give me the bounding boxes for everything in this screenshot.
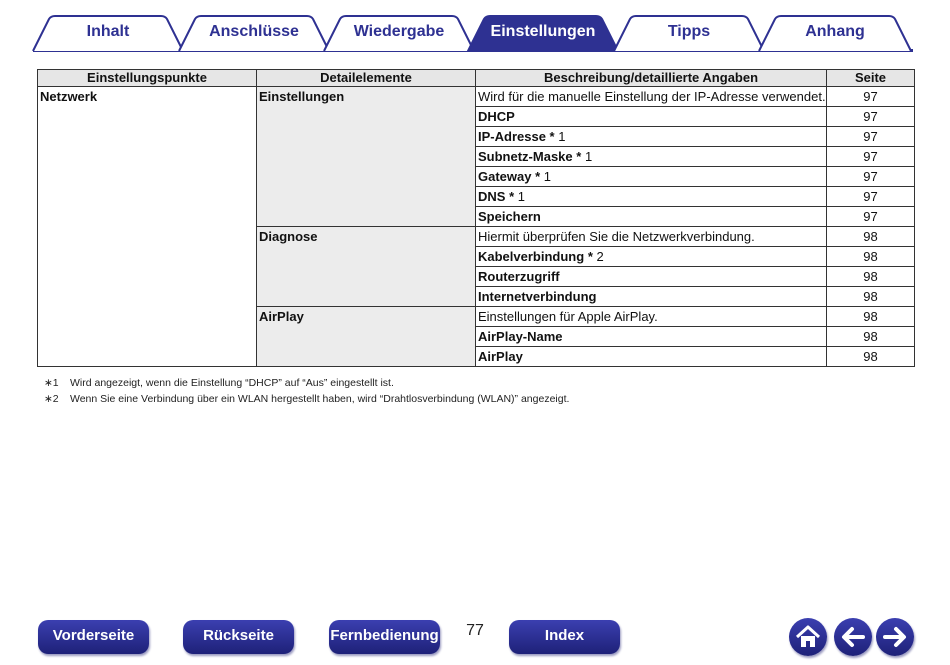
description-cell: Internetverbindung (476, 287, 827, 307)
footnote-2 (44, 391, 569, 407)
page-link[interactable]: 98 (827, 327, 915, 347)
arrow-right-icon (876, 618, 914, 656)
subgroup-cell: Einstellungen (257, 87, 476, 227)
page-link[interactable]: 98 (827, 347, 915, 367)
tab-label: Tipps (667, 23, 711, 40)
top-tab-bar (0, 0, 950, 56)
description-cell: AirPlay-Name (476, 327, 827, 347)
home-icon (789, 618, 827, 656)
description-cell: AirPlay (476, 347, 827, 367)
tab-einstellungen[interactable] (468, 16, 618, 51)
footnote-star: * (549, 129, 555, 144)
description-cell: Routerzugriff (476, 267, 827, 287)
settings-table (37, 69, 915, 367)
page-link[interactable]: 98 (827, 307, 915, 327)
footnote-mark: ∗1 (44, 377, 59, 389)
description-cell (476, 127, 827, 147)
page-link[interactable]: 97 (827, 87, 915, 107)
page-link[interactable]: 97 (827, 107, 915, 127)
footnote-star: * (535, 169, 541, 184)
index-button[interactable]: Index (509, 620, 620, 654)
page-link[interactable]: 98 (827, 267, 915, 287)
tab-label: Wiedergabe (353, 23, 445, 40)
column-header: Beschreibung/detaillierte Angaben (476, 70, 827, 87)
footnote-ref: 1 (558, 129, 566, 144)
description-cell (476, 247, 827, 267)
footnote-ref: 2 (596, 249, 604, 264)
description-cell: Hiermit überprüfen Sie die Netzwerkverbindung. (476, 227, 827, 247)
subgroup-cell: AirPlay (257, 307, 476, 367)
group-cell: Netzwerk (38, 87, 257, 367)
page-link[interactable]: 97 (827, 207, 915, 227)
table-row (38, 87, 915, 107)
item-label: Kabelverbindung (478, 249, 585, 264)
page-link[interactable]: 97 (827, 167, 915, 187)
tab-inhalt[interactable] (33, 16, 183, 51)
description-cell (476, 167, 827, 187)
home-button[interactable] (789, 618, 827, 656)
tab-anhang[interactable] (759, 16, 911, 51)
page-link[interactable]: 97 (827, 147, 915, 167)
remote-control-button[interactable]: Fernbedienung (329, 620, 440, 654)
footnote-star: * (509, 189, 515, 204)
page-link[interactable]: 98 (827, 247, 915, 267)
tab-label: Anschlüsse (209, 23, 299, 40)
subgroup-cell: Diagnose (257, 227, 476, 307)
page-number: 77 (466, 622, 484, 639)
item-label: IP-Adresse (478, 129, 546, 144)
footnotes (44, 375, 569, 407)
arrow-left-icon (834, 618, 872, 656)
description-cell: DHCP (476, 107, 827, 127)
item-label: DNS (478, 189, 506, 204)
page-link[interactable]: 98 (827, 287, 915, 307)
column-header: Einstellungspunkte (38, 70, 257, 87)
page-link[interactable]: 97 (827, 127, 915, 147)
footnote-ref: 1 (543, 169, 552, 184)
footnote-text: Wenn Sie eine Verbindung über ein WLAN hergestellt haben, wird “Drahtlosverbindung (WLAN)” angezeigt. (70, 393, 570, 405)
front-panel-button[interactable]: Vorderseite (38, 620, 149, 654)
tab-tipps[interactable] (614, 16, 764, 51)
tab-label: Inhalt (86, 23, 130, 40)
footnote-star: * (587, 249, 593, 264)
column-header: Seite (827, 70, 915, 87)
tab-label: Anhang (805, 23, 865, 40)
tab-label: Einstellungen (490, 23, 596, 40)
footnote-mark: ∗2 (44, 393, 59, 405)
previous-page-button[interactable] (834, 618, 872, 656)
description-cell: Wird für die manuelle Einstellung der IP-Adresse verwendet. (476, 87, 827, 107)
tab-wiedergabe[interactable] (324, 16, 474, 51)
footnote-ref: 1 (584, 149, 593, 164)
item-label: Gateway (478, 169, 532, 184)
description-cell: Einstellungen für Apple AirPlay. (476, 307, 827, 327)
description-cell (476, 187, 827, 207)
table-header-row (38, 70, 915, 87)
item-label: Subnetz-Maske (478, 149, 573, 164)
description-cell (476, 147, 827, 167)
tab-anschluesse[interactable] (179, 16, 329, 51)
rear-panel-button[interactable]: Rückseite (183, 620, 294, 654)
page-link[interactable]: 97 (827, 187, 915, 207)
footnote-star: * (576, 149, 582, 164)
footnote-text: Wird angezeigt, wenn die Einstellung “DHCP” auf “Aus” eingestellt ist. (70, 377, 394, 389)
description-cell: Speichern (476, 207, 827, 227)
page-link[interactable]: 98 (827, 227, 915, 247)
column-header: Detailelemente (257, 70, 476, 87)
footnote-1 (44, 375, 569, 391)
next-page-button[interactable] (876, 618, 914, 656)
footnote-ref: 1 (517, 189, 525, 204)
